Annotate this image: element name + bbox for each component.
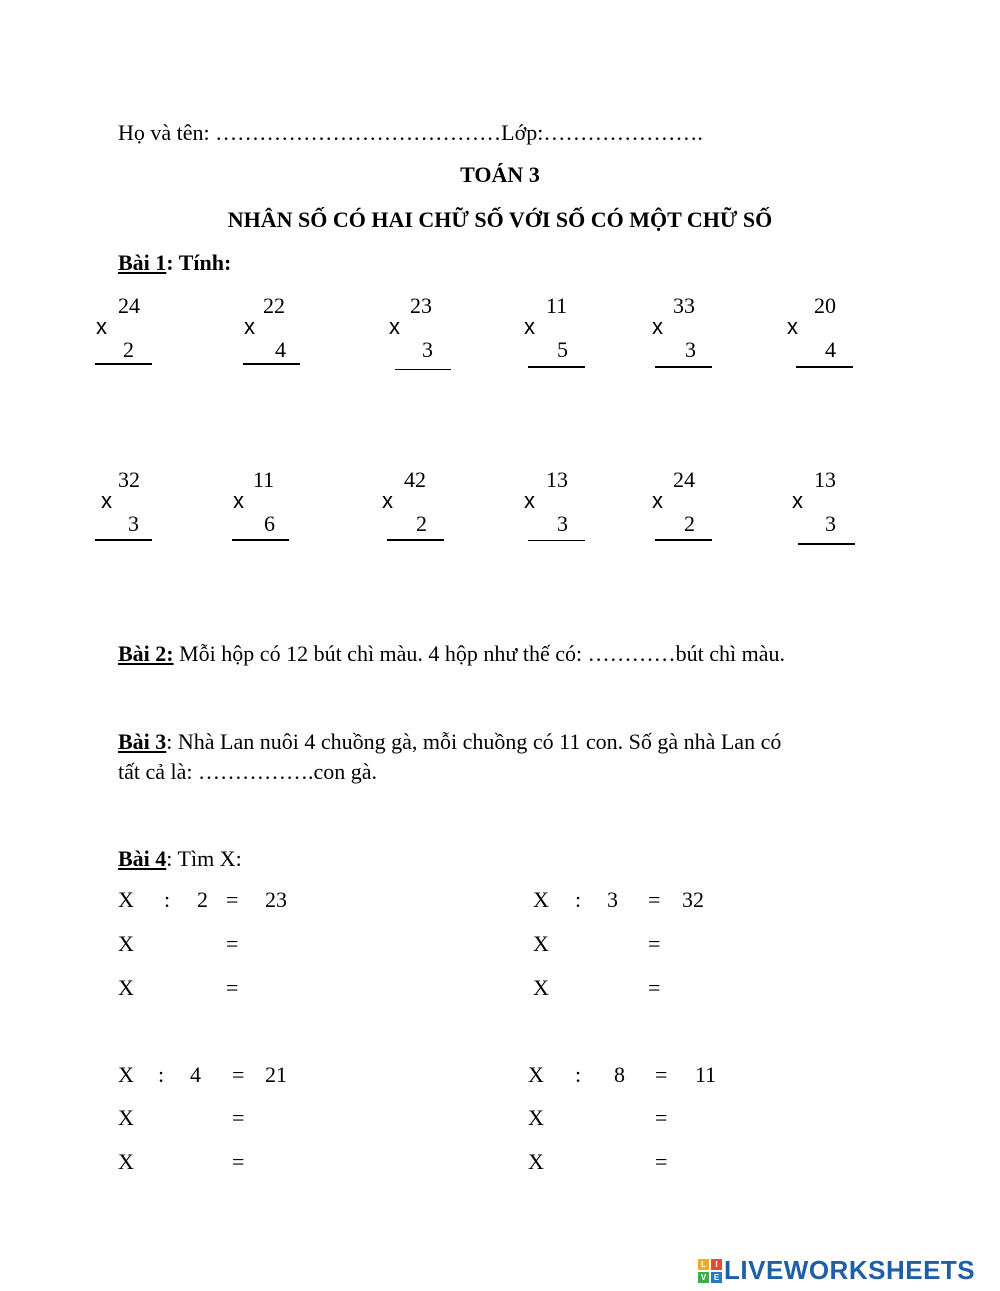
times-symbol: x [389,314,400,339]
result: 23 [265,887,287,912]
times-symbol: x [244,314,255,339]
answer-line [796,366,853,368]
divisor: 3 [607,887,618,912]
times-symbol: x [96,314,107,339]
multiplicand: 23 [410,293,432,318]
answer-line [95,539,152,541]
x-variable: X [533,931,549,956]
x-variable: X [118,975,134,1000]
times-symbol: x [101,488,112,513]
logo-tile: E [711,1272,722,1283]
logo-text: LIVEWORKSHEETS [724,1255,976,1285]
times-symbol: x [382,488,393,513]
logo-tile: V [698,1272,709,1283]
x-variable: X [118,1062,134,1087]
bai2-label: Bài 2: [118,641,174,666]
equals: = [655,1149,668,1174]
answer-line [798,543,855,545]
times-symbol: x [524,314,535,339]
x-variable: X [533,887,549,912]
x-variable: X [528,1062,544,1087]
multiplicand: 33 [673,293,695,318]
x-variable: X [118,931,134,956]
colon: : [164,887,171,912]
lesson-title: NHÂN SỐ CÓ HAI CHỮ SỐ VỚI SỐ CÓ MỘT CHỮ SỐ [227,207,773,232]
equals: = [648,887,661,912]
multiplier: 4 [825,337,836,362]
multiplicand: 22 [263,293,285,318]
x-variable: X [118,1105,134,1130]
answer-line [395,369,451,370]
logo-tile: I [711,1259,722,1270]
equals: = [226,931,239,956]
equals: = [232,1149,245,1174]
bai1-heading [118,250,231,276]
bai1-instruction: : Tính: [166,250,232,275]
x-variable: X [118,1149,134,1174]
bai3-text-line2: tất cả là: …………….con gà. [118,759,378,784]
multiplicand: 13 [814,467,836,492]
bai1-label: Bài 1 [118,250,167,275]
bai3-question [118,729,781,755]
logo-tiles-icon [698,1259,722,1283]
multiplier: 2 [684,511,695,536]
equals: = [226,887,239,912]
answer-line [232,539,289,541]
bai4-heading [118,846,242,872]
multiplier: 5 [557,337,568,362]
x-variable: X [528,1149,544,1174]
answer-line [655,366,712,368]
multiplier: 3 [685,337,696,362]
equals: = [232,1105,245,1130]
equals: = [648,931,661,956]
x-variable: X [118,887,134,912]
multiplicand: 32 [118,467,140,492]
times-symbol: x [652,314,663,339]
multiplier: 3 [557,511,568,536]
times-symbol: x [787,314,798,339]
multiplicand: 42 [404,467,426,492]
multiplier: 3 [422,337,433,362]
equals: = [648,975,661,1000]
result: 32 [682,887,704,912]
bai2-text: Mỗi hộp có 12 bút chì màu. 4 hộp như thế có: …………bút chì màu. [173,641,785,666]
result: 21 [265,1062,287,1087]
bai2-question [118,641,785,667]
multiplier: 3 [825,511,836,536]
multiplicand: 13 [546,467,568,492]
multiplicand: 11 [253,467,275,492]
answer-line [387,539,444,541]
multiplier: 4 [275,337,286,362]
equals: = [655,1105,668,1130]
multiplier: 3 [128,511,139,536]
logo-tile: L [698,1259,709,1270]
name-class-line: Họ và tên: …………………………………Lớp:…………………. [118,120,703,145]
multiplicand: 24 [673,467,695,492]
multiplicand: 24 [118,293,140,318]
equals: = [232,1062,245,1087]
liveworksheets-logo[interactable] [698,1255,975,1286]
bai4-label: Bài 4 [118,846,167,871]
times-symbol: x [233,488,244,513]
equals: = [226,975,239,1000]
colon: : [575,1062,582,1087]
answer-line [528,366,585,368]
times-symbol: x [652,488,663,513]
x-variable: X [528,1105,544,1130]
bai4-instruction: : Tìm X: [166,846,242,871]
divisor: 8 [614,1062,625,1087]
multiplier: 6 [264,511,275,536]
multiplier: 2 [123,337,134,362]
bai3-label: Bài 3 [118,729,167,754]
multiplicand: 11 [546,293,568,318]
divisor: 2 [197,887,208,912]
colon: : [575,887,582,912]
multiplier: 2 [416,511,427,536]
subject-title: TOÁN 3 [460,162,540,187]
answer-line [243,363,300,365]
answer-line [528,540,585,541]
bai3-text-line1: : Nhà Lan nuôi 4 chuồng gà, mỗi chuồng có 11 con. Số gà nhà Lan có [166,729,782,754]
colon: : [158,1062,165,1087]
multiplicand: 20 [814,293,836,318]
times-symbol: x [524,488,535,513]
equals: = [655,1062,668,1087]
answer-line [95,363,152,365]
x-variable: X [533,975,549,1000]
divisor: 4 [190,1062,201,1087]
answer-line [655,539,712,541]
result: 11 [695,1062,717,1087]
times-symbol: x [792,488,803,513]
